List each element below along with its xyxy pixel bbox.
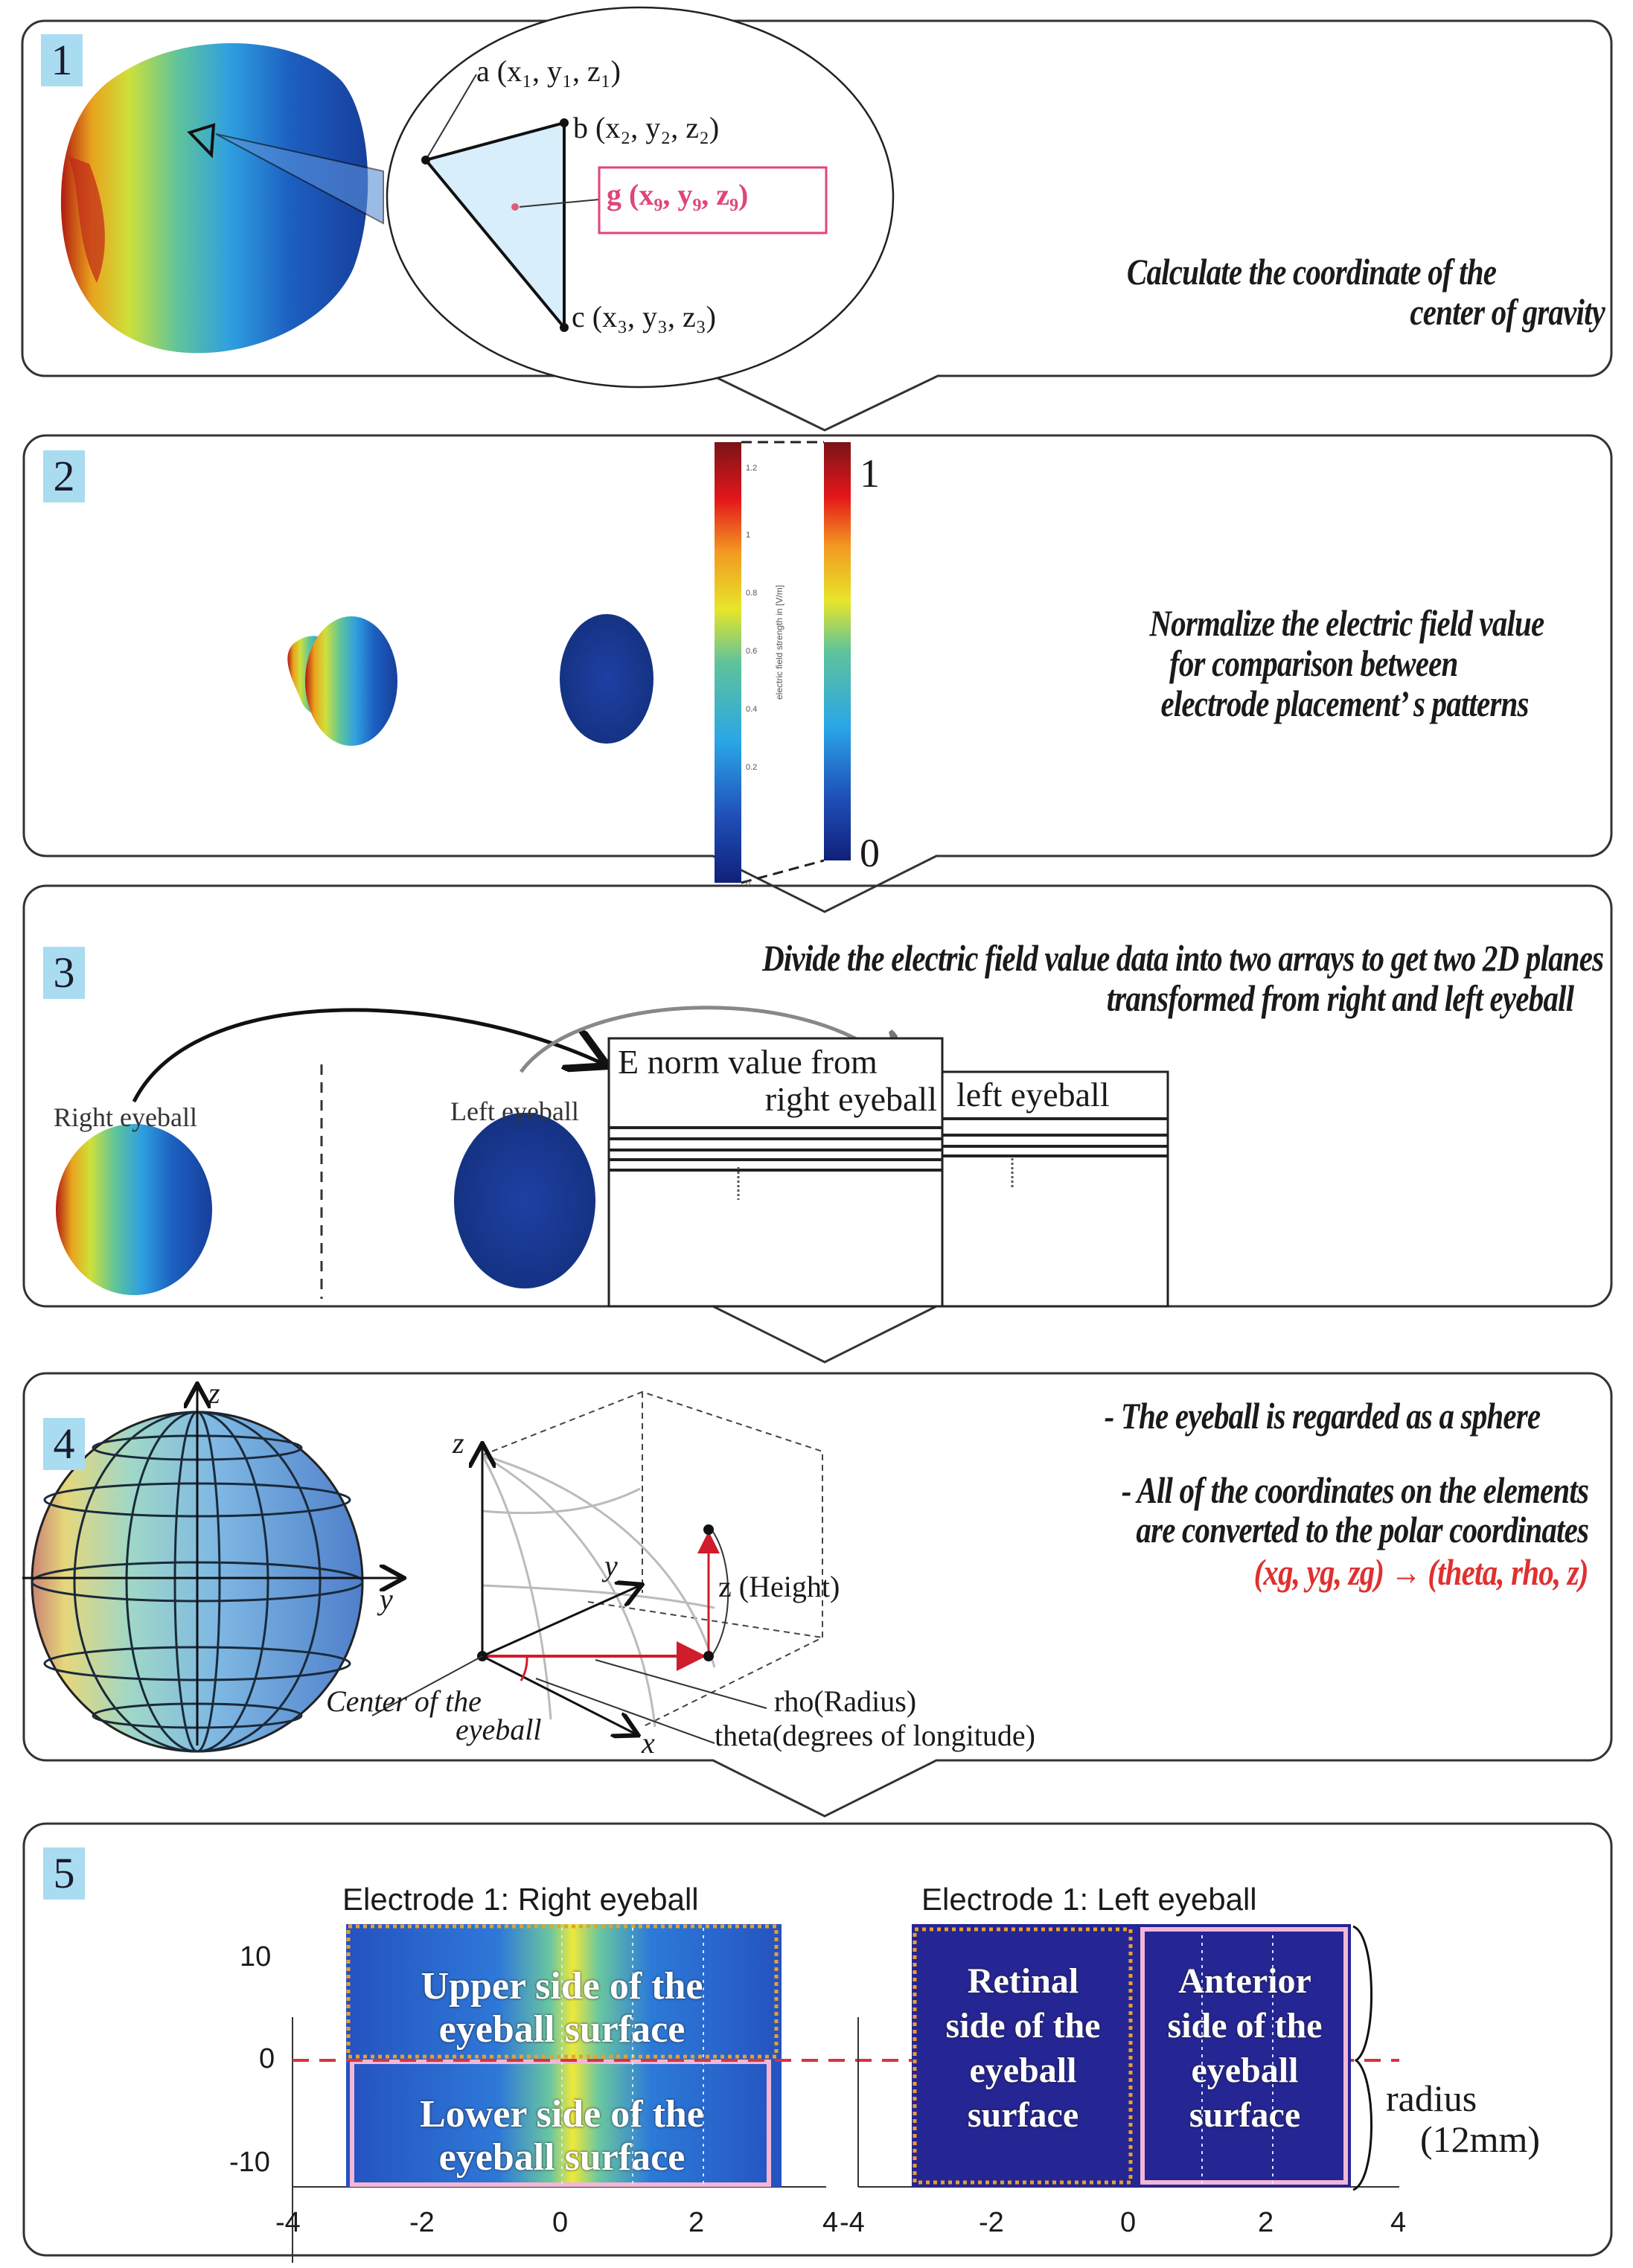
vertex-b-label: b (x₂, y₂, z₂) bbox=[573, 111, 720, 144]
x-tick-l-4: 4 bbox=[1390, 2207, 1407, 2238]
y-tick-10: 10 bbox=[240, 1941, 272, 1972]
right-eyeball-label: Right eyeball bbox=[54, 1102, 197, 1132]
tick-0: 0 bbox=[746, 879, 751, 888]
step-badge-1: 1 bbox=[41, 34, 83, 86]
diagram-axis-x: x bbox=[642, 1726, 655, 1760]
radius-label-line1: radius bbox=[1386, 2077, 1477, 2119]
colorbar-label: electric field strength in [V/m] bbox=[774, 584, 784, 700]
sphere-axis-z: z bbox=[208, 1376, 220, 1410]
normalized-min-label: 0 bbox=[860, 831, 880, 875]
upper-side-label bbox=[350, 1965, 774, 2051]
anterior-line3: eyeball bbox=[1191, 2051, 1299, 2090]
normalized-max-label: 1 bbox=[860, 451, 880, 496]
x-tick-r-neg2: -2 bbox=[409, 2207, 435, 2238]
step2-caption-line1: Normalize the electric field value bbox=[1148, 602, 1544, 644]
vertex-a-label: a (x₁, y₁, z₁) bbox=[476, 54, 621, 88]
vertex-c-label: c (x₃, y₃, z₃) bbox=[572, 300, 716, 333]
step2-caption-line2: for comparison between bbox=[1169, 642, 1457, 684]
anterior-line4: surface bbox=[1189, 2095, 1301, 2135]
x-tick-l-neg2: -2 bbox=[979, 2207, 1004, 2238]
diagram-axis-z: z bbox=[453, 1426, 464, 1460]
plot-left-title: Electrode 1: Left eyeball bbox=[921, 1882, 1257, 1917]
step1-caption-line2: center of gravity bbox=[1410, 291, 1605, 333]
radius-brace bbox=[1353, 1926, 1372, 2190]
plot-right-title: Electrode 1: Right eyeball bbox=[342, 1882, 699, 1917]
panel-5-frame bbox=[24, 1824, 1611, 2255]
centroid-label: g (x₉, y₉, z₉) bbox=[607, 178, 749, 211]
right-eyeball-small-body bbox=[305, 616, 397, 746]
centroid-point bbox=[511, 203, 519, 211]
step3-caption-line1: Divide the electric field value data into two arrays to get two 2D planes bbox=[761, 937, 1603, 979]
radius-label-line2: (12mm) bbox=[1420, 2118, 1541, 2160]
lower-side-line2: eyeball surface bbox=[438, 2136, 686, 2179]
y-tick-neg10: -10 bbox=[229, 2147, 270, 2178]
x-tick-l-neg4: -4 bbox=[840, 2207, 865, 2238]
step4-bullet2-line2: are converted to the polar coordinates bbox=[1136, 1509, 1588, 1550]
center-label-line1: Center of the bbox=[326, 1684, 482, 1718]
anterior-side-label bbox=[1139, 1959, 1351, 2138]
x-tick-r-neg4: -4 bbox=[275, 2207, 301, 2238]
tick-1-2: 1.2 bbox=[746, 464, 758, 473]
retinal-line3: eyeball bbox=[969, 2051, 1077, 2090]
step-badge-5: 5 bbox=[43, 1847, 85, 1900]
lower-side-line1: Lower side of the bbox=[420, 2093, 704, 2136]
sphere-axis-y: y bbox=[380, 1582, 393, 1616]
step1-caption-line1: Calculate the coordinate of the bbox=[1126, 251, 1496, 293]
x-tick-l-0: 0 bbox=[1120, 2207, 1137, 2238]
step-badge-3: 3 bbox=[43, 947, 85, 999]
colorbar-original bbox=[715, 442, 741, 883]
anterior-line1: Anterior bbox=[1178, 1961, 1311, 2001]
eyeball-mesh-large bbox=[61, 43, 368, 353]
anterior-line2: side of the bbox=[1167, 2006, 1323, 2045]
right-eyeball-mid bbox=[56, 1124, 212, 1295]
rho-label: rho(Radius) bbox=[774, 1684, 917, 1718]
panel-2-graphics bbox=[287, 442, 851, 883]
center-label-line2: eyeball bbox=[456, 1713, 542, 1746]
tick-1: 1 bbox=[746, 531, 751, 540]
tick-0-6: 0.6 bbox=[746, 647, 758, 656]
left-eyeball-small bbox=[560, 614, 653, 744]
x-tick-r-2: 2 bbox=[688, 2207, 705, 2238]
retinal-side-label bbox=[917, 1959, 1129, 2138]
tick-0-4: 0.4 bbox=[746, 705, 758, 714]
lower-side-label bbox=[350, 2093, 774, 2179]
left-eyeball-label: Left eyeball bbox=[450, 1096, 579, 1126]
colorbar-normalized bbox=[824, 442, 851, 860]
array-left-header: left eyeball bbox=[956, 1076, 1110, 1114]
retinal-line1: Retinal bbox=[967, 1961, 1079, 2001]
diagram-axis-y: y bbox=[604, 1549, 618, 1582]
retinal-line2: side of the bbox=[945, 2006, 1101, 2045]
step4-bullet2-line1: - All of the coordinates on the elements bbox=[1121, 1469, 1588, 1511]
tick-0-8: 0.8 bbox=[746, 589, 758, 598]
array-right-header-line2: right eyeball bbox=[764, 1080, 937, 1118]
height-label: z (Height) bbox=[718, 1570, 840, 1603]
retinal-line4: surface bbox=[967, 2095, 1079, 2135]
x-tick-r-0: 0 bbox=[552, 2207, 569, 2238]
left-eyeball-mid bbox=[454, 1113, 595, 1288]
upper-side-line1: Upper side of the bbox=[421, 1965, 703, 2007]
step3-caption-line2: transformed from right and left eyeball bbox=[1106, 977, 1573, 1019]
polar-formula: (xɡ, yɡ, zɡ) → (theta, rho, z) bbox=[1253, 1551, 1588, 1593]
x-tick-l-2: 2 bbox=[1258, 2207, 1274, 2238]
step-badge-2: 2 bbox=[43, 450, 85, 502]
panel-3-graphics bbox=[56, 1008, 1168, 1306]
theta-label: theta(degrees of longitude) bbox=[715, 1719, 1035, 1752]
step2-caption-line3: electrode placement’ s patterns bbox=[1160, 683, 1529, 724]
step4-bullet1: - The eyeball is regarded as a sphere bbox=[1104, 1395, 1540, 1437]
upper-side-line2: eyeball surface bbox=[438, 2008, 686, 2051]
step-badge-4: 4 bbox=[43, 1418, 85, 1470]
array-right-header-line1: E norm value from bbox=[618, 1043, 878, 1081]
y-tick-0: 0 bbox=[259, 2043, 275, 2074]
x-tick-r-4: 4 bbox=[822, 2207, 839, 2238]
tick-0-2: 0.2 bbox=[746, 763, 758, 772]
